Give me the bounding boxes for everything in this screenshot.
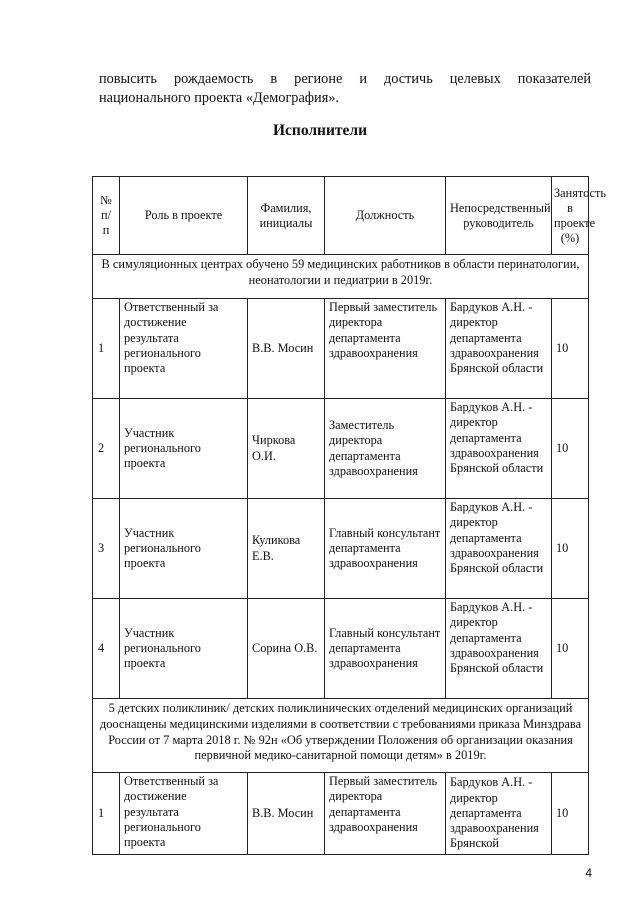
row-position: Главный консультант департамента здравоохранения — [325, 599, 446, 699]
header-number: № п/ п — [93, 177, 120, 255]
page-number: 4 — [585, 866, 592, 880]
table-header-row — [93, 177, 589, 255]
row-name: Куликова Е.В. — [248, 499, 325, 599]
row-position: Первый заместитель директора департамента здравоохранения — [325, 299, 446, 399]
intro-line-2: национального проекта «Демография». — [99, 90, 340, 106]
executors-table — [92, 176, 606, 855]
group-row — [93, 255, 589, 299]
row-position: Заместитель директора департамента здравоохранения — [325, 399, 446, 499]
header-manager: Непосредственный руководитель — [446, 177, 552, 255]
row-manager: Бардуков А.Н. - директор департамента здравоохранения Брянской области — [446, 599, 552, 699]
row-name: Сорина О.В. — [248, 599, 325, 699]
row-number: 1 — [93, 299, 120, 399]
row-busy: 10 — [552, 399, 589, 499]
row-name: В.В. Мосин — [248, 299, 325, 399]
header-name: Фамилия, инициалы — [248, 177, 325, 255]
row-busy: 10 — [552, 299, 589, 399]
row-role: Ответственный за достижение результата регионального проекта — [120, 299, 248, 399]
intro-line-1: повысить рождаемость в регионе и достичь целевых показателей — [99, 71, 591, 87]
row-number: 4 — [93, 599, 120, 699]
row-position: Первый заместитель директора департамента здравоохранения — [325, 773, 446, 855]
row-number: 3 — [93, 499, 120, 599]
row-role: Участник регионального проекта — [120, 399, 248, 499]
header-busy: Занятость в проекте (%) — [552, 177, 589, 255]
row-busy: 10 — [552, 773, 589, 855]
table-row — [93, 773, 589, 855]
table-row — [93, 599, 589, 699]
header-role: Роль в проекте — [120, 177, 248, 255]
table-row — [93, 399, 589, 499]
row-manager: Бардуков А.Н. - директор департамента здравоохранения Брянской — [446, 773, 552, 855]
group-row — [93, 699, 589, 773]
row-role: Участник регионального проекта — [120, 599, 248, 699]
row-name: В.В. Мосин — [248, 773, 325, 855]
row-manager: Бардуков А.Н. - директор департамента здравоохранения Брянской области — [446, 399, 552, 499]
row-busy: 10 — [552, 499, 589, 599]
row-role: Участник регионального проекта — [120, 499, 248, 599]
table-row — [93, 499, 589, 599]
row-name: Чиркова О.И. — [248, 399, 325, 499]
table-row — [93, 299, 589, 399]
header-position: Должность — [325, 177, 446, 255]
row-number: 2 — [93, 399, 120, 499]
row-busy: 10 — [552, 599, 589, 699]
intro-paragraph — [99, 70, 591, 108]
row-number: 1 — [93, 773, 120, 855]
row-position: Главный консультант департамента здравоохранения — [325, 499, 446, 599]
section-title: Исполнители — [272, 122, 368, 139]
row-manager: Бардуков А.Н. - директор департамента здравоохранения Брянской области — [446, 299, 552, 399]
row-manager: Бардуков А.Н. - директор департамента здравоохранения Брянской области — [446, 499, 552, 599]
group-title-2: 5 детских поликлиник/ детских поликлинических отделений медицинских организаций дооснащены медицинскими изделиями в соответствии с требованиями приказа Минздрава России от 7 марта 2018 г. № 92н «Об утверждении Положения об организации оказания первичной медико-санитарной помощи детям» в 2019г. — [93, 699, 589, 773]
row-role: Ответственный за достижение результата регионального проекта — [120, 773, 248, 855]
group-title-1: В симуляционных центрах обучено 59 медицинских работников в области перинатологии, неонатологии и педиатрии в 2019г. — [93, 255, 589, 299]
